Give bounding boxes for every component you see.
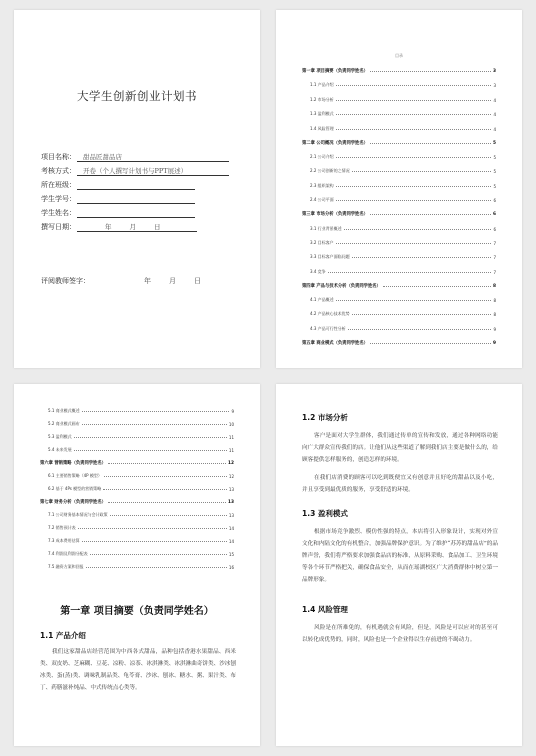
paragraph: 我们这家甜品店经营范围为中西各式甜品，品种包括香港水果甜品、西米类、双皮奶、芝麻糊、豆花、凉粉、凉茶、冰淇淋类、冰淇淋曲奇饼类、沙冰刨冰类、蛋(蒸)类、调味乳制品类、龟苓膏、沙冰、刨冰、糖水、粥、果汁类、布丁、药膳滋补炖品、中式传统点心类等。 — [40, 649, 236, 691]
toc-page — [276, 10, 522, 368]
toc-entry-title: 1.2 市场分析 — [310, 96, 334, 102]
toc-entry-title: 3.4 竞争 — [310, 268, 326, 274]
toc-dot-leader — [104, 476, 227, 477]
toc-dot-leader — [336, 100, 492, 101]
toc-page-number: 7 — [493, 255, 496, 261]
toc-dot-leader — [370, 214, 491, 215]
toc-entry-title: 7.3 成本费用估算 — [48, 538, 80, 543]
toc-page-number: 11 — [228, 435, 234, 440]
toc-entry-title: 7.2 销售预计表 — [48, 525, 76, 530]
toc-page-number: 3 — [493, 83, 496, 89]
toc-page-number: 5 — [493, 140, 496, 146]
toc-entry-title: 6.2 基于 4Ps 模型的营销策略 — [48, 486, 102, 491]
toc-page-number: 5 — [493, 154, 496, 160]
toc-section-entry[interactable] — [40, 421, 234, 427]
toc-section-entry[interactable] — [40, 486, 234, 492]
chapter-title: 第一章 项目摘要（负责同学姓名） — [60, 606, 214, 617]
toc-entry-title: 3.2 目标客户 — [310, 239, 334, 245]
toc-entry-title: 第三章 市场分析（负责同学姓名） — [302, 212, 368, 218]
toc-page-number: 12 — [228, 474, 234, 479]
toc-section-entry[interactable] — [40, 538, 234, 544]
toc-page-number: 13 — [228, 487, 234, 492]
toc-page-number: 3 — [493, 69, 496, 74]
paragraph: 客户是面对大学生群体，我们通过传单的宣传和发放，通过各种网络功能向广大群众宣传我们的店。让他们从这些渠道了解到我们店主要是做什么的，给顾客提供怎样服务的，创造怎样的环境。 — [302, 433, 498, 463]
toc-page-number: 15 — [228, 552, 234, 557]
toc-entry-title: 1.4 风险管理 — [310, 125, 334, 131]
toc-page-number: 6 — [493, 198, 496, 204]
paragraph: 风险是在所难免的，有机遇就会有风险，但是，风险是可以应对的甚至可以转化成优势的，同时，风险也是一个企业得以生存前进的不竭动力。 — [302, 625, 498, 643]
toc-entry-title: 1.3 盈利模式 — [310, 111, 334, 117]
field-project-name-value: 甜品匠甜品店 — [77, 152, 229, 162]
toc-chapter-entry[interactable] — [302, 211, 496, 217]
toc-entry-title: 5.1 商业模式概述 — [48, 408, 80, 413]
toc-entry-title: 7.5 融资方案和回报 — [48, 564, 84, 569]
toc-dot-leader — [336, 300, 492, 301]
toc-dot-leader — [336, 129, 492, 130]
toc-section-entry[interactable] — [302, 111, 496, 117]
section-heading: 1.4 风险管理 — [302, 605, 348, 614]
toc-list-continued — [40, 408, 234, 570]
teacher-signature: 评阅教师签字： 年 月 日 — [41, 277, 201, 285]
toc-dot-leader — [370, 143, 491, 144]
toc-page-number: 6 — [493, 212, 496, 218]
toc-section-entry[interactable] — [302, 97, 496, 103]
toc-section-entry[interactable] — [302, 269, 496, 275]
toc-entry-title: 第七章 财务分析（负责同学姓名） — [40, 500, 106, 505]
toc-dot-leader — [352, 257, 492, 258]
toc-page-number: 14 — [228, 526, 234, 531]
toc-entry-title: 第六章 营销策略（负责同学姓名） — [40, 461, 106, 466]
toc-dot-leader — [328, 272, 492, 273]
toc-dot-leader — [103, 489, 227, 490]
field-student-name: 学生姓名： — [41, 208, 195, 218]
field-write-date: 撰写日期： 年 月 日 — [41, 222, 197, 232]
toc-page-number: 9 — [493, 340, 496, 346]
toc-dot-leader — [108, 463, 226, 464]
toc-dot-leader — [352, 171, 492, 172]
toc-dot-leader — [336, 186, 492, 187]
toc-section-entry[interactable] — [302, 311, 496, 317]
toc-dot-leader — [348, 329, 492, 330]
toc-entry-title: 7.4 利润及利润分配表 — [48, 551, 88, 556]
content-page-2 — [276, 384, 522, 746]
toc-dot-leader — [86, 567, 227, 568]
toc-dot-leader — [352, 314, 492, 315]
toc-section-entry[interactable] — [40, 473, 234, 479]
toc-section-entry[interactable] — [40, 551, 234, 557]
toc-section-entry[interactable] — [302, 154, 496, 160]
toc-chapter-entry[interactable] — [40, 499, 234, 505]
toc-section-entry[interactable] — [302, 226, 496, 232]
toc-dot-leader — [336, 114, 492, 115]
toc-dot-leader — [370, 71, 491, 72]
toc-chapter-entry[interactable] — [302, 68, 496, 74]
toc-dot-leader — [82, 541, 227, 542]
toc-entry-title: 7.1 公司财务基本情况与会计政策 — [48, 512, 108, 517]
toc-entry-title: 4.1 产品概述 — [310, 297, 334, 303]
field-class-value — [77, 180, 195, 190]
toc-entry-title: 2.2 公司创新的之情况 — [310, 168, 350, 174]
toc-page-number: 5 — [493, 169, 496, 175]
toc-section-entry[interactable] — [40, 525, 234, 531]
toc-page-number: 13 — [228, 500, 234, 505]
toc-dot-leader — [383, 286, 491, 287]
toc-entry-title: 第四章 产品与技术分析（负责同学姓名） — [302, 283, 381, 289]
toc-page-number: 4 — [493, 112, 496, 118]
toc-entry-title: 第一章 项目摘要（负责同学姓名） — [302, 69, 368, 74]
paragraph: 根据市场竞争激烈、模仿性强的特点，本店将引入形象设计，实现对外宣文化和内陆文化的有机整合，加强品牌保护意识。为了维护“苏苏的甜品店”的品牌声誉，我们将严格要求加强食品店的标准，从原料采购、食品加工、卫生环境等各个环节严格把关，确保食品安全，从而在瑶湖校区广大消费群体中树立第一品牌形象。 — [302, 529, 498, 583]
toc-entry-title: 第二章 公司概况（负责同学姓名） — [302, 140, 368, 146]
toc-entry-title: 5.3 盈利模式 — [48, 434, 72, 439]
field-project-name: 项目名称： 甜品匠甜品店 — [41, 152, 229, 162]
toc-page-number: 8 — [493, 283, 496, 289]
cover-title: 大学生创新创业计划书 — [77, 89, 197, 103]
toc-section-entry[interactable] — [302, 197, 496, 203]
toc-dot-leader — [336, 85, 492, 86]
toc-entry-title: 2.3 组织架构 — [310, 182, 334, 188]
toc-dot-leader — [90, 554, 227, 555]
field-exam-method-value: 开卷（个人撰写计划书与PPT展述） — [77, 166, 229, 176]
toc-section-entry[interactable] — [40, 408, 234, 414]
toc-section-entry[interactable] — [302, 297, 496, 303]
toc-page-number: 7 — [493, 269, 496, 275]
toc-entry-title: 4.3 产品可行性分析 — [310, 325, 346, 331]
toc-chapter-entry[interactable] — [302, 340, 496, 346]
toc-page-number: 7 — [493, 240, 496, 246]
toc-page-number: 10 — [228, 422, 234, 427]
toc-page-number: 6 — [493, 226, 496, 232]
toc-dot-leader — [110, 515, 227, 516]
toc-page-number: 12 — [228, 461, 234, 466]
toc-entry-title: 3.1 行业背景概述 — [310, 225, 342, 231]
toc-entry-title: 4.2 产品核心技术优势 — [310, 311, 350, 317]
toc-section-entry[interactable] — [302, 183, 496, 189]
field-student-name-value — [77, 208, 195, 218]
section-heading: 1.3 盈利模式 — [302, 509, 348, 518]
toc-list — [302, 68, 496, 346]
toc-entry-title: 1.1 产品介绍 — [310, 82, 334, 88]
toc-dot-leader — [108, 502, 226, 503]
toc-heading: 目录 — [395, 53, 403, 58]
toc-page-number: 8 — [493, 312, 496, 318]
toc-entry-title: 第五章 商业模式（负责同学姓名） — [302, 340, 368, 346]
toc-dot-leader — [82, 424, 227, 425]
toc-dot-leader — [74, 450, 227, 451]
toc-entry-title: 6.1 主要销售策略（4P 模型） — [48, 473, 102, 478]
toc-section-entry[interactable] — [302, 126, 496, 132]
toc-entry-title: 2.4 公司平面 — [310, 197, 334, 203]
section-heading: 1.1 产品介绍 — [40, 631, 86, 640]
toc-section-entry[interactable] — [40, 447, 234, 453]
paragraph: 在我们店消费的顾客可以吃到既便宜又有创意并且好吃的甜品以及小吃，并且享受到最优质的服务，享受舒适的环境。 — [302, 475, 498, 493]
toc-page-number: 11 — [228, 448, 234, 453]
toc-page-number: 14 — [228, 539, 234, 544]
cover-page — [14, 10, 260, 368]
toc-section-entry[interactable] — [40, 564, 234, 570]
toc-dot-leader — [82, 411, 230, 412]
toc-chapter-entry[interactable] — [302, 283, 496, 289]
toc-page-number: 9 — [231, 409, 234, 414]
toc-page-number: 4 — [493, 126, 496, 132]
toc-section-entry[interactable] — [302, 168, 496, 174]
toc-page-number: 16 — [228, 565, 234, 570]
toc-section-entry[interactable] — [40, 512, 234, 518]
toc-chapter-entry[interactable] — [40, 460, 234, 466]
field-exam-method: 考核方式： 开卷（个人撰写计划书与PPT展述） — [41, 166, 229, 176]
toc-dot-leader — [78, 528, 227, 529]
toc-page-number: 8 — [493, 298, 496, 304]
toc-section-entry[interactable] — [302, 240, 496, 246]
toc-section-entry[interactable] — [302, 254, 496, 260]
toc-entry-title: 3.3 目标客户面临问题 — [310, 254, 350, 260]
toc-chapter-entry[interactable] — [302, 140, 496, 146]
toc-section-entry[interactable] — [40, 434, 234, 440]
toc-section-entry[interactable] — [302, 82, 496, 88]
content-page-1 — [14, 384, 260, 746]
toc-dot-leader — [336, 157, 492, 158]
toc-dot-leader — [370, 343, 491, 344]
field-class: 所在班级： — [41, 180, 195, 190]
toc-dot-leader — [74, 437, 227, 438]
toc-entry-title: 5.4 未来发展 — [48, 447, 72, 452]
field-student-id-value — [77, 194, 195, 204]
toc-dot-leader — [336, 200, 492, 201]
toc-section-entry[interactable] — [302, 326, 496, 332]
field-student-id: 学生学号： — [41, 194, 195, 204]
toc-dot-leader — [344, 229, 492, 230]
toc-entry-title: 2.1 公司介绍 — [310, 153, 334, 159]
section-heading: 1.2 市场分析 — [302, 413, 348, 422]
toc-dot-leader — [336, 243, 492, 244]
toc-page-number: 13 — [228, 513, 234, 518]
toc-page-number: 9 — [493, 326, 496, 332]
toc-page-number: 5 — [493, 183, 496, 189]
toc-page-number: 4 — [493, 97, 496, 103]
toc-entry-title: 5.2 商业模式画布 — [48, 421, 80, 426]
